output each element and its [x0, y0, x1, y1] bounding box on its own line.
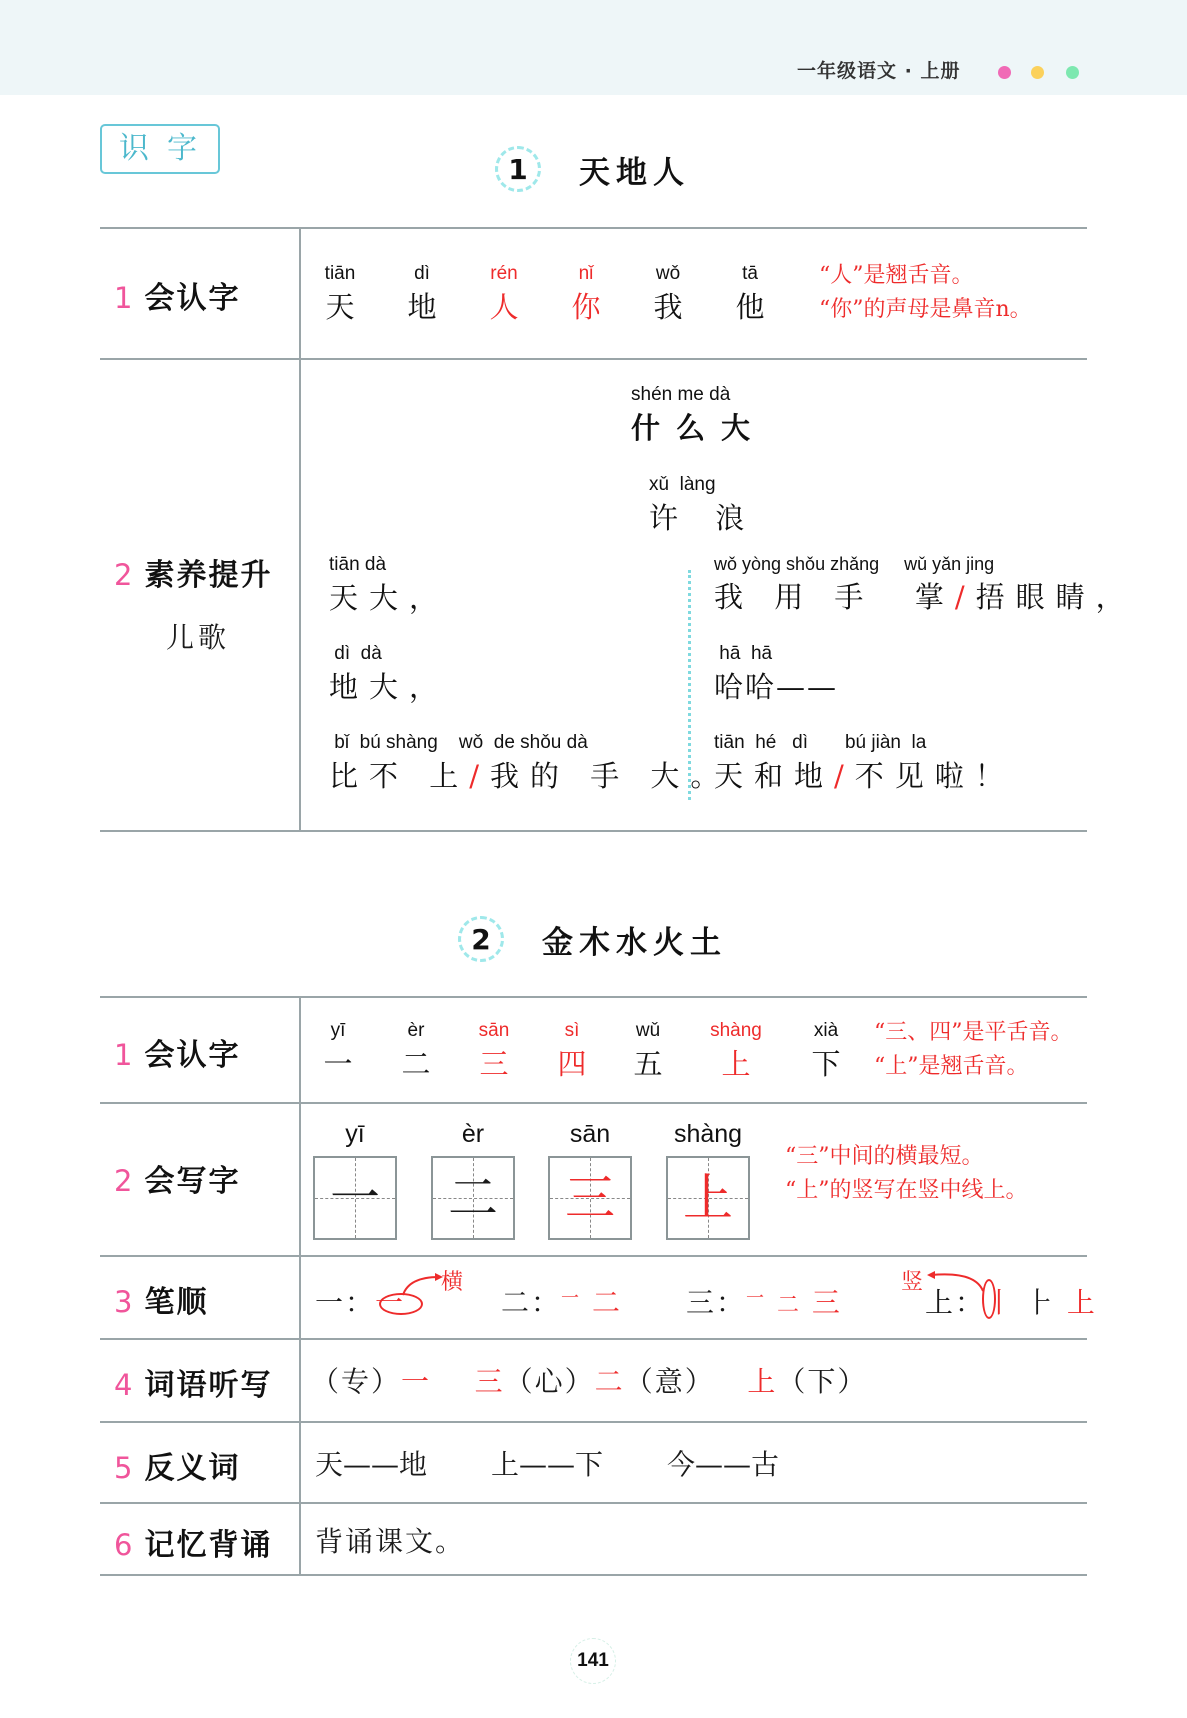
row-number: 3: [114, 1285, 135, 1319]
dictation-words: [311, 1360, 867, 1400]
teacher-note: [819, 259, 1032, 327]
row-label: [114, 1360, 272, 1404]
tianzige-grid: [431, 1156, 515, 1240]
pinyin: rén: [490, 263, 518, 284]
given-word: （专）: [311, 1365, 402, 1398]
pinyin: sì: [564, 1020, 580, 1041]
row-label: [114, 1443, 240, 1487]
row-number: 6: [114, 1528, 135, 1562]
row-number: 4: [114, 1368, 135, 1402]
lesson-2-table: [100, 996, 1097, 1576]
row-content: [301, 998, 1087, 1102]
stroke-step: 三: [811, 1286, 842, 1319]
character: 上: [721, 1047, 751, 1081]
pinyin: xià: [813, 1020, 839, 1041]
row-stroke-order: [100, 1257, 1097, 1340]
page-number: 141: [570, 1638, 616, 1684]
tianzige-grid: [548, 1156, 632, 1240]
pinyin: shàng: [710, 1020, 762, 1041]
pause-mark: /: [954, 580, 976, 614]
row-label-text: 笔顺: [144, 1285, 209, 1320]
row-number: 1: [114, 281, 135, 315]
answer: 一: [401, 1365, 432, 1398]
character: 人: [489, 290, 519, 324]
line-text: [329, 754, 730, 795]
character: 天: [325, 290, 355, 324]
char-item: [479, 263, 529, 326]
char-item: [315, 263, 365, 326]
poem-title-text: 什么大: [631, 411, 767, 445]
line-text: [714, 575, 1136, 616]
line-text: 天大，: [329, 581, 450, 615]
character: 四: [557, 1047, 587, 1081]
char-item: [801, 1020, 851, 1083]
row-label-cell: [100, 1257, 301, 1338]
row-label-text: 记忆背诵: [144, 1528, 273, 1563]
phrase: 比不 上: [329, 759, 470, 793]
pinyin: shén me dà: [631, 384, 731, 405]
tianzige-grid: [313, 1156, 397, 1240]
stroke-char: 上: [925, 1286, 956, 1319]
character: 他: [735, 290, 765, 324]
pinyin: hā hā: [714, 643, 773, 664]
given-word: （心）: [504, 1365, 595, 1398]
pink-dot-icon: [998, 66, 1011, 79]
stroke-step: 上: [1066, 1286, 1097, 1319]
row-antonyms: [100, 1423, 1087, 1504]
poem-line: [714, 643, 838, 706]
char-item: [467, 1020, 521, 1083]
char-item: [397, 263, 447, 326]
poem-line: [329, 554, 449, 617]
line-text: 地大，: [329, 670, 450, 704]
poem-line: [714, 732, 1015, 795]
lesson-2-heading: [458, 912, 727, 966]
arrow-icon: [401, 1271, 445, 1297]
note-line: “上”的竖写在竖中线上。: [785, 1178, 1028, 1203]
row-label-text: 会写字: [144, 1164, 241, 1199]
colon: ：: [531, 1286, 562, 1319]
row-label-text: 素养提升: [144, 558, 273, 593]
char-item: [547, 1020, 597, 1083]
phrase: 不见啦！: [854, 759, 1015, 793]
pinyin: tā: [742, 263, 758, 284]
section-tag: 识字: [100, 124, 220, 174]
stroke-highlight-circle: [982, 1279, 996, 1319]
pinyin: tiān: [324, 263, 356, 284]
char-item: [725, 263, 775, 326]
teacher-note: [874, 1016, 1073, 1084]
stroke-char: 二: [501, 1286, 532, 1319]
green-dot-icon: [1066, 66, 1079, 79]
row-recognize: [100, 229, 1087, 360]
row-label-text: 会认字: [144, 281, 241, 316]
pause-mark: /: [469, 759, 490, 793]
column-divider: [688, 570, 694, 800]
pinyin: sān: [569, 1120, 611, 1148]
model-character: 二: [448, 1169, 498, 1227]
row-content: [301, 1423, 1087, 1502]
stroke-step: 二: [776, 1293, 801, 1318]
pinyin: dì: [414, 263, 430, 284]
phrase: 我的 手 大。: [490, 759, 731, 793]
character: 你: [571, 290, 601, 324]
stroke-char: 一: [315, 1286, 346, 1319]
poem-line: [714, 554, 1136, 616]
stroke-step: 一: [561, 1288, 582, 1309]
antonym-pair: 上——下: [491, 1448, 604, 1481]
model-character: 三: [565, 1169, 615, 1227]
stroke-step: ⺊: [1025, 1286, 1056, 1319]
row-number: 1: [114, 1038, 135, 1072]
row-memorize: [100, 1504, 1087, 1576]
stroke-item: [501, 1281, 622, 1321]
answer: 二: [594, 1365, 625, 1398]
stroke-item: [686, 1281, 842, 1321]
row-content: [301, 1504, 1087, 1574]
char-item: [623, 1020, 673, 1083]
row-label: [114, 1156, 240, 1200]
phrase: 我 用 手 掌: [714, 580, 955, 614]
note-line: “人”是翘舌音。: [819, 263, 974, 288]
row-recognize: [100, 998, 1087, 1104]
stroke-step: 二: [591, 1286, 622, 1319]
character: 我: [653, 290, 683, 324]
colon: ：: [716, 1286, 747, 1319]
stroke-name-label: 横: [441, 1270, 464, 1295]
character: 一: [323, 1047, 353, 1081]
poem-author: [649, 474, 758, 537]
given-word: （下）: [777, 1365, 868, 1398]
poem-content: [301, 360, 1136, 830]
note-line: “三”中间的横最短。: [785, 1144, 984, 1169]
row-label-cell: [100, 1104, 301, 1255]
pinyin: dì dà: [329, 643, 382, 664]
tianzige-grid: [666, 1156, 750, 1240]
row-label-cell: [100, 998, 301, 1102]
row-label-cell: [100, 360, 301, 830]
row-label: [114, 1277, 208, 1321]
row-label: [114, 1520, 272, 1564]
pinyin: wǒ: [655, 263, 681, 284]
line-text: 哈哈——: [714, 670, 839, 704]
stroke-step: 一: [375, 1286, 406, 1319]
note-line: “上”是翘舌音。: [874, 1054, 1029, 1079]
character: 三: [479, 1047, 509, 1081]
row-label-text: 会认字: [144, 1038, 241, 1073]
row-label-cell: [100, 1340, 301, 1421]
char-item: [643, 263, 693, 326]
row-write: [100, 1104, 1087, 1257]
row-content: [301, 229, 1087, 358]
line-text: [714, 754, 1015, 795]
lesson-1-table: [100, 227, 1136, 832]
note-line: “三、四”是平舌音。: [874, 1020, 1073, 1045]
row-number: 5: [114, 1451, 135, 1485]
row-label-cell: [100, 229, 301, 358]
pinyin: wǒ yòng shǒu zhǎng wǔ yǎn jing: [714, 554, 995, 574]
model-character: 一: [330, 1169, 380, 1227]
row-label: [114, 1030, 240, 1074]
poem-line: [329, 643, 449, 706]
lesson-1-heading: [495, 142, 690, 196]
row-label: [114, 550, 272, 594]
row-content: [301, 1340, 1087, 1421]
row-label-text: 词语听写: [144, 1368, 273, 1403]
memorize-text: 背诵课文。: [315, 1525, 466, 1558]
character: 五: [633, 1047, 663, 1081]
stroke-item: [925, 1281, 1097, 1321]
poem-genre: 儿歌: [166, 621, 231, 654]
yellow-dot-icon: [1031, 66, 1044, 79]
char-item: [561, 263, 611, 326]
pinyin: wǔ: [635, 1020, 661, 1041]
lesson-number-badge: 1: [495, 146, 541, 192]
pinyin: èr: [407, 1020, 425, 1041]
pinyin: tiān hé dì bú jiàn la: [714, 732, 927, 753]
row-literacy: [100, 360, 1136, 832]
phrase: 天和地: [714, 759, 835, 793]
pinyin: shàng: [673, 1120, 743, 1148]
poem-title: [631, 384, 766, 447]
char-item: [313, 1020, 363, 1083]
row-label-text: 反义词: [144, 1451, 241, 1486]
pinyin: èr: [461, 1120, 485, 1148]
pause-mark: /: [834, 759, 855, 793]
character: 二: [401, 1047, 431, 1081]
char-item: [701, 1020, 771, 1083]
stroke-step: 丨: [985, 1286, 1016, 1319]
stroke-step: 一: [746, 1288, 767, 1309]
pinyin: sān: [478, 1020, 510, 1041]
phrase: 捂眼睛，: [975, 580, 1136, 614]
colon: ：: [345, 1286, 376, 1319]
row-content: [301, 1257, 1097, 1338]
char-item: [391, 1020, 441, 1083]
character: 下: [811, 1047, 841, 1081]
stroke-char: 三: [686, 1286, 717, 1319]
lesson-number-badge: 2: [458, 916, 504, 962]
character: 地: [407, 290, 437, 324]
pinyin: xǔ làng: [649, 474, 716, 495]
book-title: 一年级语文 · 上册: [797, 60, 961, 82]
pinyin: nǐ: [578, 263, 594, 284]
page-header: [0, 0, 1187, 95]
pinyin: yī: [330, 1020, 346, 1041]
pinyin: yī: [345, 1120, 365, 1148]
row-label-cell: [100, 1423, 301, 1502]
note-line: “你”的声母是鼻音n。: [819, 297, 1032, 322]
given-word: （意）: [624, 1365, 715, 1398]
row-dictation: [100, 1340, 1087, 1423]
answer: 三: [474, 1365, 505, 1398]
pinyin: bǐ bú shàng wǒ de shǒu dà: [329, 732, 588, 753]
model-character: 上: [683, 1169, 733, 1227]
row-label: [114, 273, 240, 317]
poem-author-text: 许 浪: [649, 501, 759, 535]
lesson-title: 金木水火土: [542, 924, 727, 961]
row-label-cell: [100, 1504, 301, 1574]
row-number: 2: [114, 558, 135, 592]
answer: 上: [747, 1365, 778, 1398]
row-content: [301, 1104, 1087, 1255]
teacher-note: [785, 1140, 1028, 1208]
row-number: 2: [114, 1164, 135, 1198]
antonym-pair: 天——地: [315, 1448, 428, 1481]
antonym-pair: 今——古: [667, 1448, 780, 1481]
lesson-title: 天地人: [579, 154, 690, 191]
poem-line: [329, 732, 730, 795]
colon: ：: [955, 1286, 986, 1319]
stroke-name-label: 竖: [901, 1270, 924, 1295]
pinyin: tiān dà: [329, 554, 387, 575]
